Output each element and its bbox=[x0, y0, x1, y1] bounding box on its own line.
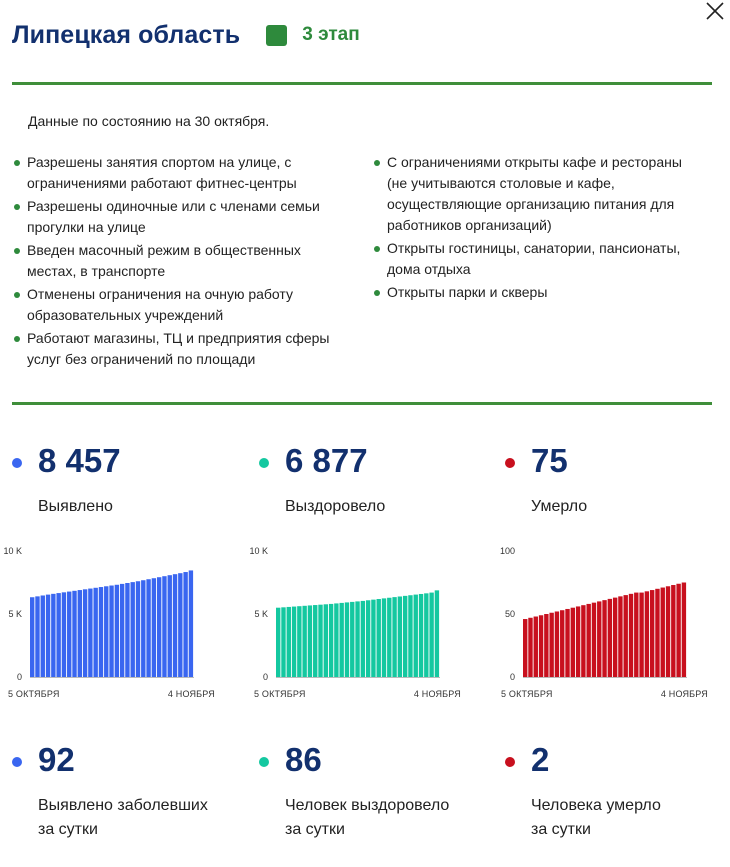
chart-bar bbox=[398, 596, 402, 677]
status-dot bbox=[259, 458, 269, 468]
chart-bar bbox=[329, 604, 333, 677]
chart-bar bbox=[571, 608, 575, 677]
total-label: Выздоровело bbox=[285, 498, 386, 515]
restriction-text: С ограничениями открыты кафе и рестораны (не учитываются столовые и кафе, осуществляющие организацию питания для работников организаций) bbox=[387, 154, 682, 233]
daily-value: 86 bbox=[285, 741, 322, 778]
divider-middle bbox=[12, 402, 712, 405]
chart-bar bbox=[424, 593, 428, 677]
chart-bar bbox=[183, 572, 187, 677]
x-start-label: 5 ОКТЯБРЯ bbox=[8, 689, 60, 699]
chart-bar bbox=[429, 593, 433, 677]
chart-bar bbox=[120, 584, 124, 677]
restriction-text: Открыты парки и скверы bbox=[387, 284, 548, 300]
chart-bar bbox=[152, 578, 156, 677]
chart-bar bbox=[324, 604, 328, 677]
chart-bar bbox=[634, 593, 638, 677]
chart-bar bbox=[523, 619, 527, 677]
chart-bar bbox=[560, 610, 564, 677]
restriction-item bbox=[14, 152, 354, 194]
chart-bar bbox=[586, 604, 590, 677]
chart-bar bbox=[655, 589, 659, 677]
chart-bar bbox=[624, 595, 628, 677]
chart-bar bbox=[339, 603, 343, 677]
status-dot bbox=[505, 458, 515, 468]
total-label: Умерло bbox=[531, 498, 588, 515]
stage-label: 3 этап bbox=[302, 24, 360, 45]
chart-bar bbox=[88, 589, 92, 677]
restriction-text: Открыты гостиницы, санатории, пансионаты, дома отдыха bbox=[387, 240, 681, 277]
restriction-text: Отменены ограничения на очную работу образовательных учреждений bbox=[27, 286, 293, 323]
chart-bar bbox=[650, 590, 654, 677]
x-end-label: 4 НОЯБРЯ bbox=[413, 689, 461, 699]
date-note: Данные по состоянию на 30 октября. bbox=[28, 113, 270, 129]
restriction-item bbox=[14, 284, 354, 326]
chart-bar bbox=[146, 579, 150, 677]
chart-bar bbox=[168, 575, 172, 677]
chart-bar bbox=[597, 601, 601, 677]
chart-bar bbox=[287, 607, 291, 677]
chart-deaths bbox=[497, 540, 712, 705]
y-tick-label: 10 K bbox=[249, 546, 268, 556]
chart-bar bbox=[555, 611, 559, 677]
daily-stat-detected bbox=[12, 740, 242, 850]
chart-bar bbox=[276, 608, 280, 677]
y-tick-label: 0 bbox=[16, 672, 22, 682]
restrictions-list-left bbox=[14, 152, 354, 372]
restriction-text: Работают магазины, ТЦ и предприятия сферы услуг без ограничений по площади bbox=[27, 330, 330, 367]
x-end-label: 4 НОЯБРЯ bbox=[660, 689, 708, 699]
restrictions-list-right bbox=[374, 152, 704, 305]
total-value: 8 457 bbox=[38, 442, 121, 479]
chart-bar bbox=[639, 593, 643, 677]
y-tick-label: 100 bbox=[499, 546, 515, 556]
chart-bar bbox=[581, 605, 585, 677]
total-value: 75 bbox=[531, 442, 568, 479]
daily-label: Выявлено заболевших bbox=[38, 797, 208, 814]
chart-bar bbox=[72, 591, 76, 677]
bullet-dot bbox=[14, 336, 20, 342]
chart-bar bbox=[131, 582, 135, 677]
bullet-dot bbox=[374, 290, 380, 296]
chart-bar bbox=[387, 598, 391, 677]
bullet-dot bbox=[14, 160, 20, 166]
daily-value: 92 bbox=[38, 741, 75, 778]
bullet-dot bbox=[374, 246, 380, 252]
chart-bar bbox=[104, 586, 108, 677]
y-tick-label: 0 bbox=[262, 672, 268, 682]
chart-bar bbox=[297, 606, 301, 677]
chart-bar bbox=[682, 583, 686, 678]
chart-bar bbox=[592, 603, 596, 677]
chart-bar bbox=[576, 606, 580, 677]
chart-bar bbox=[350, 602, 354, 677]
daily-stat-recovered bbox=[259, 740, 489, 850]
region-header bbox=[12, 18, 360, 52]
chart-bar bbox=[666, 586, 670, 677]
chart-bar bbox=[99, 587, 103, 677]
daily-label-period: за сутки bbox=[38, 821, 98, 838]
chart-bar bbox=[565, 609, 569, 677]
chart-bar bbox=[67, 592, 71, 677]
y-tick-label: 5 K bbox=[254, 609, 268, 619]
bullet-dot bbox=[14, 248, 20, 254]
chart-recovered-svg bbox=[250, 540, 465, 705]
chart-bar bbox=[302, 606, 306, 677]
chart-bar bbox=[109, 586, 113, 677]
x-end-label: 4 НОЯБРЯ bbox=[167, 689, 215, 699]
restriction-text: Разрешены одиночные или с членами семьи прогулки на улице bbox=[27, 198, 320, 235]
chart-bar bbox=[345, 602, 349, 677]
chart-bar bbox=[366, 600, 370, 677]
chart-bar bbox=[528, 618, 532, 677]
chart-bar bbox=[661, 588, 665, 677]
chart-bar bbox=[377, 599, 381, 677]
close-button[interactable] bbox=[704, 0, 726, 22]
chart-deaths-svg bbox=[497, 540, 712, 705]
stage-color-square bbox=[266, 25, 287, 46]
daily-label: Человека умерло bbox=[531, 797, 661, 814]
bullet-dot bbox=[374, 160, 380, 166]
chart-bar bbox=[308, 605, 312, 677]
y-tick-label: 0 bbox=[509, 672, 515, 682]
stage-indicator bbox=[266, 24, 359, 46]
y-tick-label: 5 K bbox=[8, 609, 22, 619]
chart-bar bbox=[162, 576, 166, 677]
chart-bar bbox=[608, 599, 612, 677]
chart-bar bbox=[313, 605, 317, 677]
close-icon bbox=[704, 0, 726, 22]
chart-bar bbox=[645, 591, 649, 677]
restriction-text: Разрешены занятия спортом на улице, с ограничениями работают фитнес-центры bbox=[27, 154, 297, 191]
chart-bar bbox=[41, 595, 45, 677]
chart-bar bbox=[292, 607, 296, 677]
chart-bar bbox=[141, 580, 145, 677]
chart-bar bbox=[613, 598, 617, 677]
chart-bar bbox=[618, 596, 622, 677]
chart-bar bbox=[51, 594, 55, 677]
restriction-text: Введен масочный режим в общественных местах, в транспорте bbox=[27, 242, 301, 279]
chart-bar bbox=[178, 573, 182, 677]
restriction-item bbox=[374, 238, 704, 280]
y-tick-label: 50 bbox=[504, 609, 515, 619]
chart-bar bbox=[78, 590, 82, 677]
status-dot bbox=[259, 757, 269, 767]
chart-bar bbox=[62, 592, 66, 677]
total-stat-detected bbox=[12, 440, 232, 530]
chart-bar bbox=[676, 584, 680, 677]
total-value: 6 877 bbox=[285, 442, 368, 479]
chart-bar bbox=[157, 577, 161, 677]
daily-label-period: за сутки bbox=[285, 821, 345, 838]
daily-value: 2 bbox=[531, 741, 550, 778]
chart-bar bbox=[435, 590, 439, 677]
x-start-label: 5 ОКТЯБРЯ bbox=[501, 689, 553, 699]
chart-bar bbox=[629, 594, 633, 677]
chart-bar bbox=[355, 601, 359, 677]
status-dot bbox=[505, 757, 515, 767]
chart-bar bbox=[281, 607, 285, 677]
status-dot bbox=[12, 458, 22, 468]
chart-bar bbox=[35, 596, 39, 677]
daily-label-period: за сутки bbox=[531, 821, 591, 838]
daily-stat-deaths bbox=[505, 740, 725, 850]
chart-bar bbox=[414, 595, 418, 677]
chart-bar bbox=[549, 613, 553, 677]
bullet-dot bbox=[14, 204, 20, 210]
chart-detected-svg bbox=[4, 540, 219, 705]
chart-bar bbox=[173, 574, 177, 677]
restriction-item bbox=[14, 328, 354, 370]
restriction-item bbox=[374, 152, 704, 236]
chart-bar bbox=[602, 600, 606, 677]
chart-bar bbox=[30, 597, 34, 677]
chart-bar bbox=[361, 601, 365, 677]
daily-label: Человек выздоровело bbox=[285, 797, 450, 814]
chart-bar bbox=[382, 598, 386, 677]
chart-bar bbox=[671, 585, 675, 677]
chart-bar bbox=[544, 614, 548, 677]
chart-bar bbox=[408, 595, 412, 677]
total-stat-deaths bbox=[505, 440, 725, 530]
total-label: Выявлено bbox=[38, 498, 113, 515]
chart-bar bbox=[93, 588, 97, 677]
x-start-label: 5 ОКТЯБРЯ bbox=[254, 689, 306, 699]
divider-top bbox=[12, 82, 712, 85]
chart-bar bbox=[403, 596, 407, 677]
y-tick-label: 10 K bbox=[3, 546, 22, 556]
chart-bar bbox=[539, 615, 543, 677]
chart-bar bbox=[392, 597, 396, 677]
chart-detected bbox=[4, 540, 219, 705]
chart-bar bbox=[56, 593, 60, 677]
region-title: Липецкая область bbox=[12, 20, 241, 49]
restriction-item bbox=[14, 240, 354, 282]
chart-bar bbox=[46, 595, 50, 677]
chart-recovered bbox=[250, 540, 465, 705]
chart-bar bbox=[534, 617, 538, 677]
chart-bar bbox=[115, 585, 119, 677]
restriction-item bbox=[14, 196, 354, 238]
chart-bar bbox=[419, 594, 423, 677]
bullet-dot bbox=[14, 292, 20, 298]
chart-bar bbox=[334, 603, 338, 677]
chart-bar bbox=[125, 583, 129, 677]
chart-bar bbox=[318, 605, 322, 677]
chart-bar bbox=[371, 600, 375, 677]
chart-bar bbox=[136, 581, 140, 677]
chart-bar bbox=[83, 589, 87, 677]
status-dot bbox=[12, 757, 22, 767]
chart-bar bbox=[189, 570, 193, 677]
total-stat-recovered bbox=[259, 440, 479, 530]
restriction-item bbox=[374, 282, 704, 303]
